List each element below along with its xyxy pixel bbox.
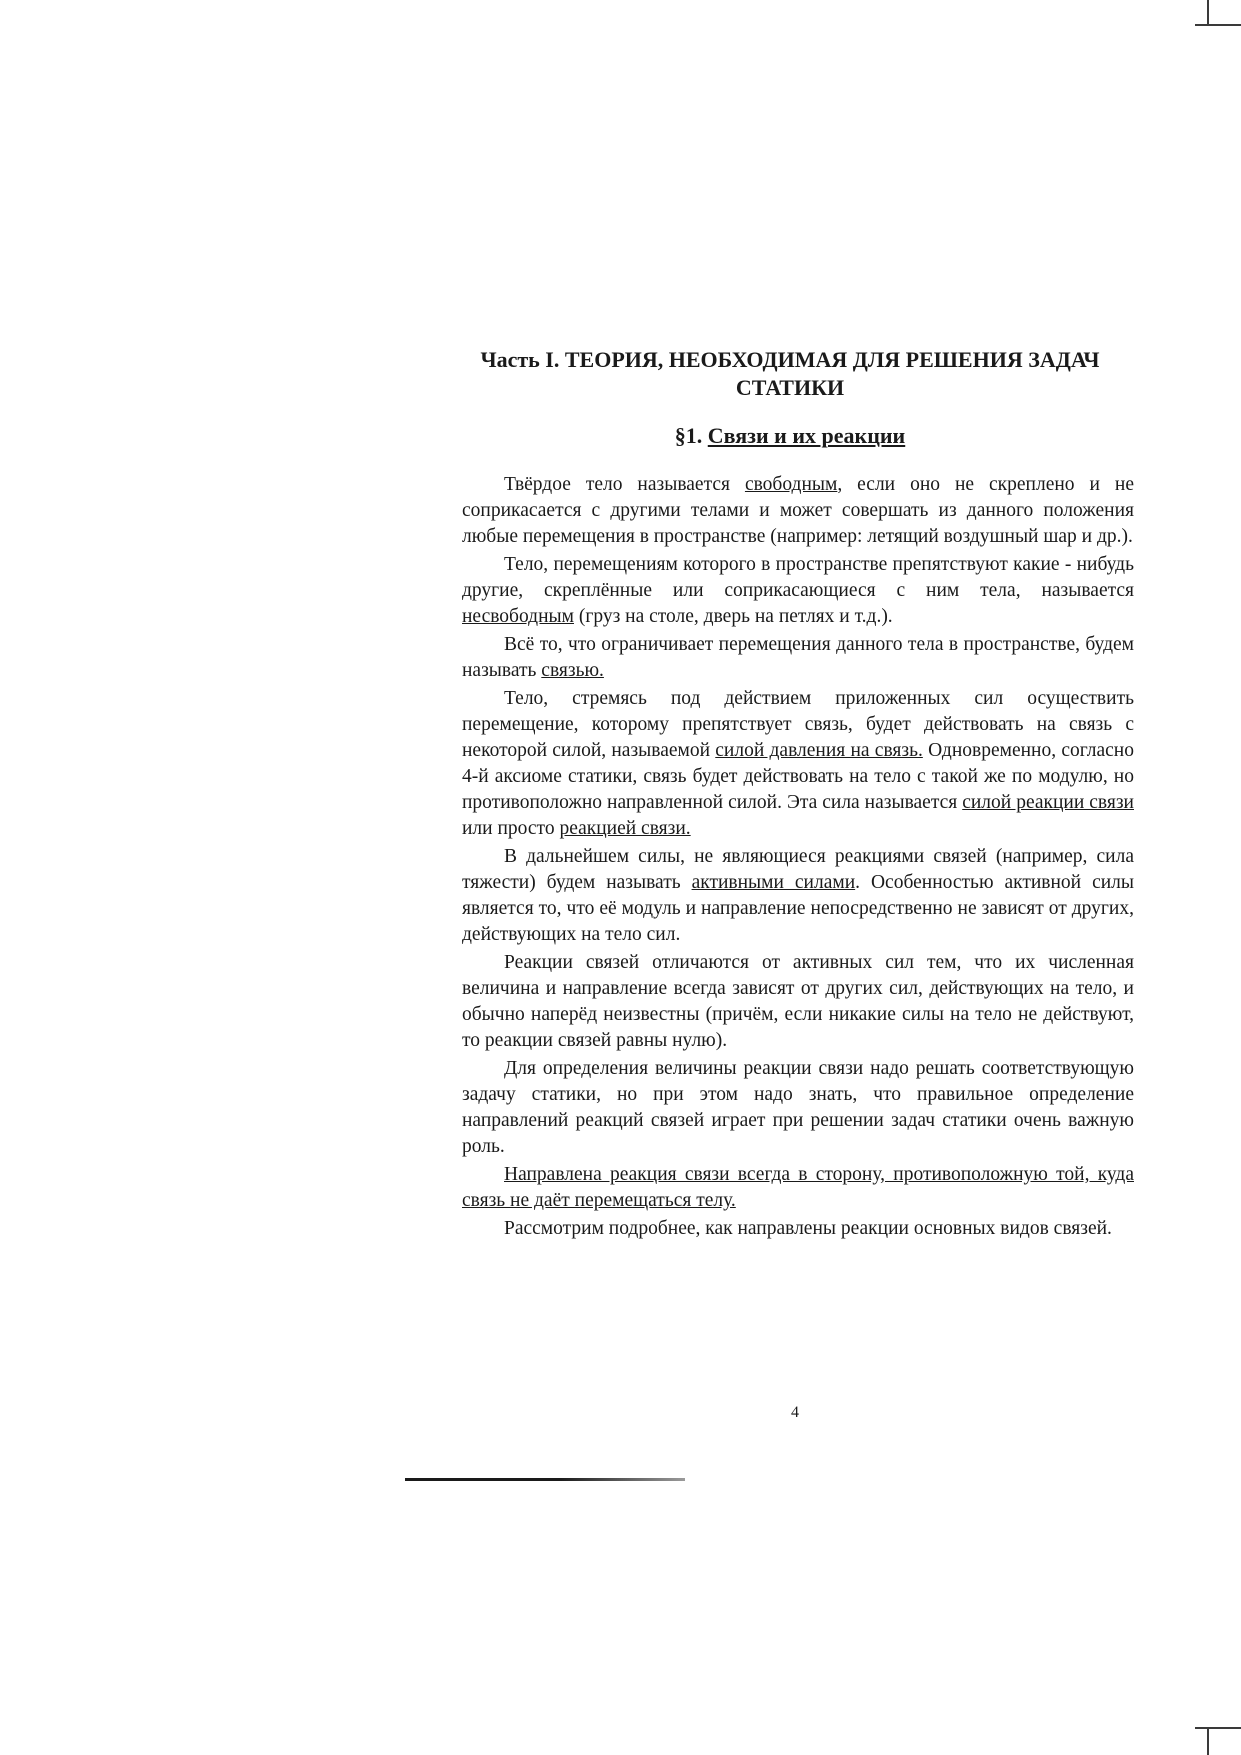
part-heading bbox=[440, 346, 1140, 402]
term-reaction: реакцией связи. bbox=[559, 818, 691, 839]
paragraph-5-text-a: В дальнейшем силы, не являющиеся реакциями связей (например, сила тяжести) будем называть bbox=[462, 846, 1134, 893]
crop-mark-top-vertical bbox=[1207, 0, 1209, 26]
paragraph-8: Направлена реакция связи всегда в сторону, противоположную той, куда связь не даёт перемещаться телу. bbox=[462, 1164, 1134, 1211]
crop-mark-top-horizontal bbox=[1195, 24, 1241, 26]
crop-mark-bottom-horizontal bbox=[1195, 1727, 1241, 1729]
paragraph-6: Реакции связей отличаются от активных сил тем, что их численная величина и направление всегда зависят от других сил, действующих на тело, и обычно наперёд неизвестны (причём, если никакие силы на тело не действуют, то реакции связей равны нулю). bbox=[462, 952, 1134, 1051]
section-title: Связи и их реакции bbox=[707, 423, 906, 448]
paragraph-7: Для определения величины реакции связи надо решать соответствующую задачу статики, но при этом надо знать, что правильное определение направлений реакций связей играет при решении задач статики очень важную роль. bbox=[462, 1058, 1134, 1157]
crop-mark-bottom-vertical bbox=[1207, 1727, 1209, 1755]
paragraph-9: Рассмотрим подробнее, как направлены реакции основных видов связей. bbox=[504, 1218, 1112, 1239]
paragraph-3-text-a: Всё то, что ограничивает перемещения данного тела в пространстве, будем называть bbox=[462, 634, 1134, 681]
page-number: 4 bbox=[791, 1404, 799, 1421]
paragraph-5-text-b: . Особенностью активной силы является то, что её модуль и направление непосредственно не зависят от других, действующих на тело сил. bbox=[462, 872, 1134, 945]
term-constraint: связью. bbox=[541, 660, 604, 681]
section-number: §1. bbox=[674, 423, 703, 448]
part-heading-line-2: СТАТИКИ bbox=[735, 375, 845, 400]
body-text bbox=[462, 472, 1134, 1244]
paragraph-2-text-b: (груз на столе, дверь на петлях и т.д.). bbox=[573, 606, 893, 627]
paragraph-2-text-a: Тело, перемещениям которого в пространстве препятствуют какие - нибудь другие, скреплённые или соприкасающиеся с ним тела, называется bbox=[462, 554, 1134, 601]
term-active-forces: активными силами bbox=[691, 872, 856, 893]
paragraph-1 bbox=[462, 472, 1134, 550]
paragraph-2 bbox=[462, 552, 1134, 630]
paragraph-5 bbox=[462, 844, 1134, 948]
paragraph-4-text-c: или просто bbox=[462, 818, 560, 839]
paragraph-3 bbox=[462, 632, 1134, 684]
term-free-body: свободным bbox=[744, 474, 838, 495]
term-pressure-force: силой давления на связь. bbox=[715, 740, 923, 761]
paragraph-1-text-b: , если оно не скреплено и не соприкасается с другими телами и может совершать из данного положения любые перемещения в пространстве (например: летящий воздушный шар и др.). bbox=[462, 474, 1134, 547]
paragraph-1-text-a: Твёрдое тело называется bbox=[504, 474, 745, 495]
paragraph-4-text-a: Тело, стремясь под действием приложенных сил осуществить перемещение, которому препятствует связь, будет действовать на связь с некоторой силой, называемой bbox=[462, 688, 1134, 761]
footer-rule bbox=[405, 1478, 685, 1481]
term-reaction-force: силой реакции связи bbox=[962, 792, 1134, 813]
paragraph-4-text-b: Одновременно, согласно 4-й аксиоме статики, связь будет действовать на тело с такой же по модулю, но противоположно направленной силой. Эта сила называется bbox=[462, 740, 1134, 813]
part-heading-line-1: Часть I. ТЕОРИЯ, НЕОБХОДИМАЯ ДЛЯ РЕШЕНИЯ ЗАДАЧ bbox=[480, 347, 1100, 372]
paragraph-4 bbox=[462, 686, 1134, 842]
section-heading bbox=[440, 422, 1140, 450]
term-constrained-body: несвободным bbox=[462, 606, 574, 627]
